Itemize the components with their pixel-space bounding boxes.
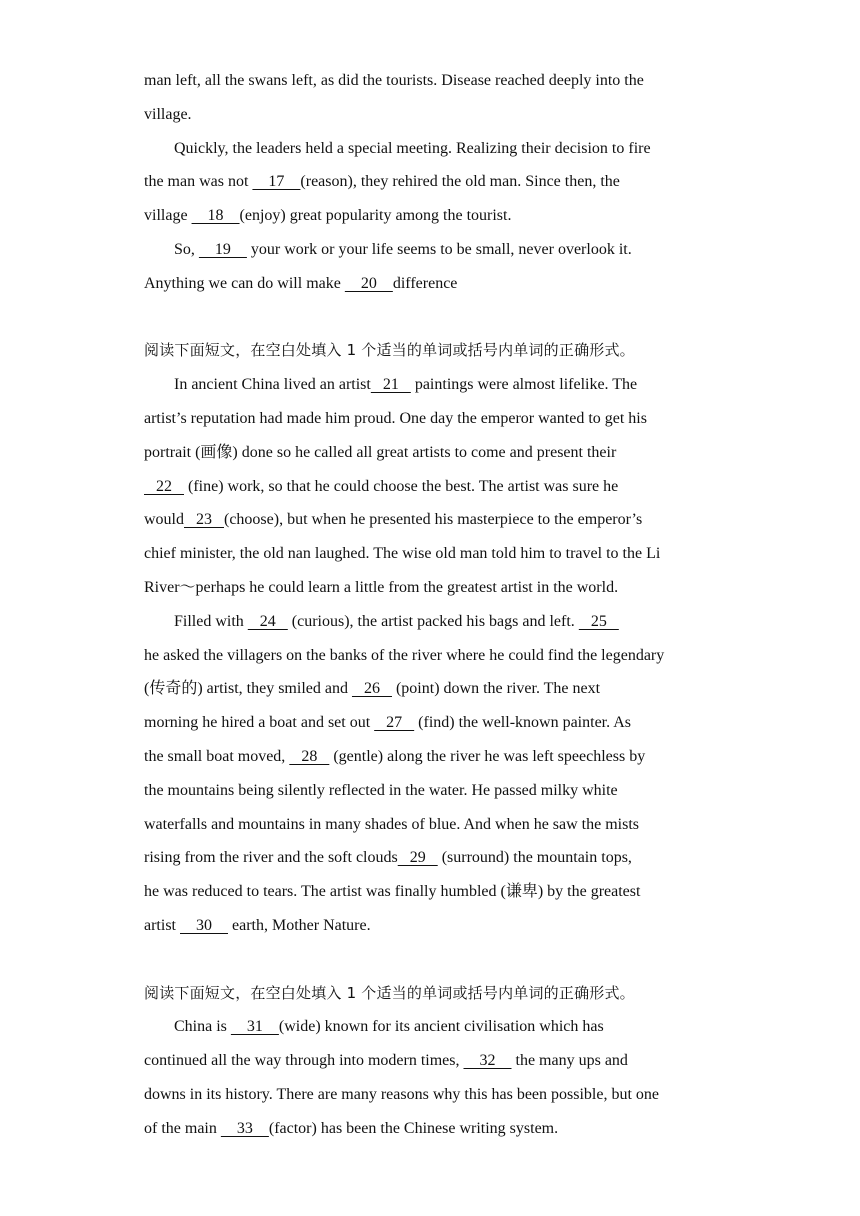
text: (point) down the river. The next <box>391 680 601 698</box>
text: (choose), but when he presented his masterpiece to the emperor’s <box>224 511 643 529</box>
passage3-line <box>144 1078 724 1112</box>
passage2-line <box>144 740 724 774</box>
blank-19: 19 <box>198 240 247 258</box>
text: (curious), the artist packed his bags and left. <box>287 612 579 630</box>
passage2-line <box>144 537 724 571</box>
text: continued all the way through into modern times, <box>144 1052 464 1070</box>
text: the mountains being silently reflected in the water. He passed milky white <box>144 781 618 799</box>
blank-27: 27 <box>374 714 415 732</box>
text: chief minister, the old nan laughed. The wise old man told him to travel to the Li <box>144 545 661 563</box>
passage3-heading: 阅读下面短文，在空白处填入 1 个适当的单词或括号内单词的正确形式。 <box>144 983 635 1002</box>
blank-21: 21 <box>370 376 411 394</box>
text: Filled with <box>174 612 248 630</box>
blank-18: 18 <box>191 207 240 225</box>
passage2-line <box>144 402 724 436</box>
passage2-line <box>144 503 724 537</box>
text: (enjoy) great popularity among the tourist. <box>239 207 512 225</box>
blank-30: 30 <box>180 916 228 934</box>
text: of the main <box>144 1119 221 1137</box>
spacer <box>144 943 724 977</box>
passage2-line <box>144 436 724 470</box>
passage1-line <box>144 132 724 166</box>
passage1-line <box>144 267 724 301</box>
passage2-heading: 阅读下面短文，在空白处填入 1 个适当的单词或括号内单词的正确形式。 <box>144 341 635 360</box>
blank-33: 33 <box>220 1119 269 1137</box>
passage2-line <box>144 672 724 706</box>
text: earth, Mother Nature. <box>228 916 371 934</box>
text: (factor) has been the Chinese writing system. <box>268 1119 559 1137</box>
passage1-line <box>144 165 724 199</box>
passage2-line <box>144 368 724 402</box>
text: (gentle) along the river he was left speechless by <box>329 747 646 765</box>
passage2-line <box>144 909 724 943</box>
text: difference <box>392 274 458 292</box>
passage2-line <box>144 875 724 909</box>
text: rising from the river and the soft clouds <box>144 849 398 867</box>
text: (reason), they rehired the old man. Since then, the <box>300 173 620 191</box>
text: the man was not <box>144 173 253 191</box>
passage3-line <box>144 1112 724 1146</box>
text: (fine) work, so that he could choose the best. The artist was sure he <box>184 477 619 495</box>
blank-25: 25 <box>578 612 619 630</box>
text: man left, all the swans left, as did the tourists. Disease reached deeply into the <box>144 72 644 89</box>
passage1-line <box>144 233 724 267</box>
text: portrait (画像) done so he called all great artists to come and present their <box>144 443 617 461</box>
text: village <box>144 207 192 225</box>
text: Anything we can do will make <box>144 274 345 292</box>
blank-24: 24 <box>247 612 288 630</box>
passage2-line <box>144 808 724 842</box>
blank-32: 32 <box>463 1052 512 1070</box>
text: artist <box>144 916 180 934</box>
text: your work or your life seems to be small, never overlook it. <box>246 240 632 258</box>
passage2-line <box>144 605 724 639</box>
blank-31: 31 <box>230 1018 279 1036</box>
passage2-line <box>144 571 724 605</box>
blank-29: 29 <box>397 849 438 867</box>
spacer <box>144 301 724 335</box>
text: he asked the villagers on the banks of the river where he could find the legendary <box>144 646 665 664</box>
text: In ancient China lived an artist <box>174 376 371 394</box>
text: he was reduced to tears. The artist was finally humbled (谦卑) by the greatest <box>144 883 641 901</box>
document-page <box>144 64 724 1146</box>
text: (传奇的) artist, they smiled and <box>144 680 352 698</box>
text: paintings were almost lifelike. The <box>410 376 638 394</box>
text: So, <box>174 240 199 258</box>
blank-23: 23 <box>184 511 224 529</box>
text: downs in its history. There are many reasons why this has been possible, but one <box>144 1085 660 1103</box>
passage2-line <box>144 841 724 875</box>
blank-17: 17 <box>252 173 301 191</box>
blank-20: 20 <box>344 274 393 292</box>
passage3-line <box>144 1010 724 1044</box>
text: would <box>144 511 184 529</box>
passage3-line <box>144 1044 724 1078</box>
blank-28: 28 <box>289 747 330 765</box>
text: (surround) the mountain tops, <box>437 849 632 867</box>
text: (wide) known for its ancient civilisation which has <box>278 1018 604 1036</box>
text: (find) the well-known painter. As <box>414 714 632 732</box>
passage2-line <box>144 706 724 740</box>
text: waterfalls and mountains in many shades of blue. And when he saw the mists <box>144 815 640 833</box>
passage2-line <box>144 639 724 673</box>
passage2-line <box>144 774 724 808</box>
text: River～perhaps he could learn a little from the greatest artist in the world. <box>144 578 619 596</box>
passage1-line <box>144 199 724 233</box>
text: the many ups and <box>511 1052 628 1070</box>
text: morning he hired a boat and set out <box>144 714 375 732</box>
blank-26: 26 <box>351 680 392 698</box>
passage2-line <box>144 470 724 504</box>
text: Quickly, the leaders held a special meeting. Realizing their decision to fire <box>174 139 651 157</box>
text: artist’s reputation had made him proud. One day the emperor wanted to get his <box>144 409 647 427</box>
passage1-line <box>144 64 724 98</box>
passage1-line <box>144 98 724 132</box>
text: the small boat moved, <box>144 747 290 765</box>
text: village. <box>144 105 192 123</box>
blank-22: 22 <box>144 477 184 495</box>
text: China is <box>174 1018 231 1036</box>
